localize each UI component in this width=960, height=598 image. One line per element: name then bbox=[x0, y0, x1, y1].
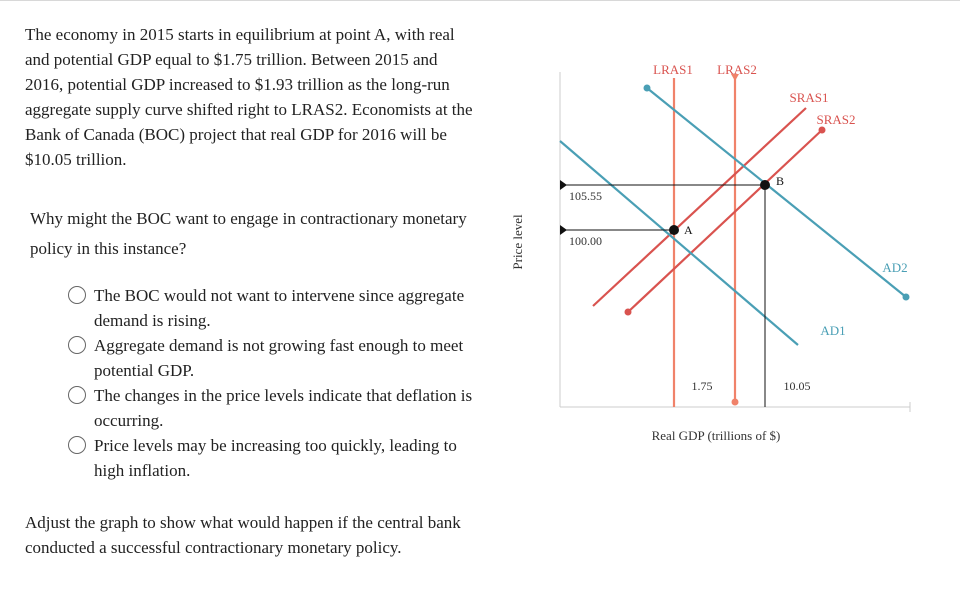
price-label-low: 100.00 bbox=[569, 234, 602, 248]
price-label-high: 105.55 bbox=[569, 189, 602, 203]
option-label: The changes in the price levels indicate that deflation is occurring. bbox=[94, 386, 473, 430]
radio-button-icon[interactable] bbox=[68, 336, 86, 354]
ad-as-graph[interactable] bbox=[500, 50, 920, 455]
sras2-endpoint-low[interactable] bbox=[625, 309, 632, 316]
equilibrium-point-a[interactable] bbox=[669, 225, 679, 235]
ad2-endpoint-high[interactable] bbox=[644, 85, 651, 92]
option-label: Price levels may be increasing too quickly, leading to high inflation. bbox=[94, 436, 457, 480]
x-axis-label: Real GDP (trillions of $) bbox=[651, 428, 781, 443]
answer-options bbox=[68, 283, 488, 483]
price-marker-low-icon[interactable] bbox=[560, 225, 567, 235]
gdp-label-a: 1.75 bbox=[691, 379, 713, 393]
option-1[interactable] bbox=[68, 283, 488, 333]
instruction-text: Adjust the graph to show what would happen if the central bank conducted a successful contractionary monetary policy. bbox=[25, 513, 461, 557]
option-3[interactable] bbox=[68, 383, 488, 433]
sras2-endpoint-high[interactable] bbox=[819, 127, 826, 134]
ad2-label: AD2 bbox=[882, 260, 908, 275]
option-label: Aggregate demand is not growing fast enough to meet potential GDP. bbox=[94, 336, 464, 380]
lras2-endpoint[interactable] bbox=[732, 399, 739, 406]
point-label-a: A bbox=[684, 223, 693, 237]
sras2-label: SRAS2 bbox=[816, 112, 856, 127]
intro-text: The economy in 2015 starts in equilibrium at point A, with real and potential GDP equal to $1.75 trillion. Between 2015 and 2016, potential GDP increased to $1.93 trillion as the long-run aggregate supply curve shifted right to LRAS2. Economists at the Bank of Canada (BOC) project that real GDP for 2016 will be $10.05 trillion. bbox=[25, 25, 473, 169]
price-marker-high-icon[interactable] bbox=[560, 180, 567, 190]
lras1-label: LRAS1 bbox=[653, 62, 693, 77]
ad1-label: AD1 bbox=[820, 323, 846, 338]
option-2[interactable] bbox=[68, 333, 488, 383]
gdp-label-b: 10.05 bbox=[783, 379, 811, 393]
equilibrium-point-b[interactable] bbox=[760, 180, 770, 190]
radio-button-icon[interactable] bbox=[68, 436, 86, 454]
ad2-curve[interactable] bbox=[647, 88, 906, 297]
question-text: Why might the BOC want to engage in contractionary monetary policy in this instance? bbox=[30, 209, 467, 258]
sras1-label: SRAS1 bbox=[789, 90, 829, 105]
option-label: The BOC would not want to intervene since aggregate demand is rising. bbox=[94, 286, 465, 330]
sras1-curve[interactable] bbox=[593, 108, 806, 306]
option-4[interactable] bbox=[68, 433, 488, 483]
radio-button-icon[interactable] bbox=[68, 286, 86, 304]
point-label-b: B bbox=[776, 174, 785, 188]
sras2-curve[interactable] bbox=[628, 130, 822, 312]
radio-button-icon[interactable] bbox=[68, 386, 86, 404]
lras2-label: LRAS2 bbox=[717, 62, 757, 77]
ad2-endpoint-low[interactable] bbox=[903, 294, 910, 301]
y-axis-label: Price level bbox=[510, 214, 525, 270]
top-divider bbox=[0, 0, 960, 1]
